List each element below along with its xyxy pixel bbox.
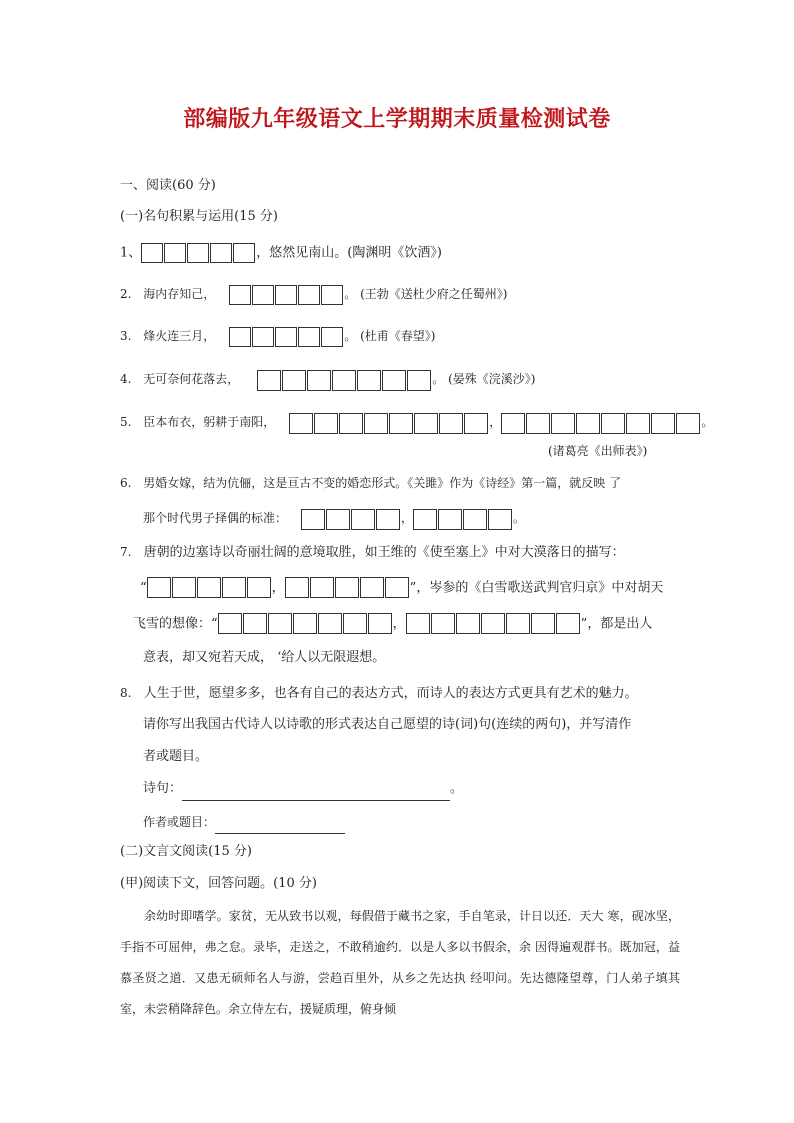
question-text: ，悠然见南山。(陶渊明《饮酒》) — [256, 245, 442, 261]
question-text: 海内存知己， — [143, 287, 216, 301]
question-8-line3: 者或题目。 — [143, 749, 209, 764]
question-text: 男婚女嫁，结为伉俪，这是亘古不变的婚恋形式。《关雎》作为《诗经》第一篇，就反映 了 — [143, 476, 622, 490]
answer-boxes[interactable] — [285, 576, 410, 600]
question-text: 臣本布衣，躬耕于南阳， — [143, 415, 276, 429]
question-number: 3. — [120, 329, 132, 343]
author-label: 作者或题目： — [143, 815, 216, 829]
question-6-line2: 那个时代男子择偶的标准： ， 。 — [143, 506, 525, 531]
poem-input-line[interactable] — [182, 782, 450, 801]
answer-boxes[interactable] — [218, 612, 393, 636]
question-7-line2: “ ， ”，岑参的《白雪歌送武判官归京》中对胡天 — [140, 576, 663, 601]
question-5-source: (诸葛亮《出师表》) — [548, 444, 648, 458]
question-number: 8. — [120, 686, 132, 700]
classical-passage: 余幼时即嗜学。家贫，无从致书以观，每假借于藏书之家，手自笔录，计日以还．天大 寒，砚冰坚，手指不可屈伸，弗之怠。录毕，走送之，不敢稍逾约．以是人多以书假余，余 因得遍观群书。既加冠，益慕圣贤之道．又患无硕师名人与游，尝趋百里外，从乡之先达执 经叩问。先达德隆望尊，门人弟子填其室，未尝稍降辞色。余立侍左右，援疑质理，俯身倾 — [120, 909, 680, 1016]
question-text: 无可奈何花落去， — [143, 372, 240, 386]
answer-boxes[interactable] — [229, 325, 344, 349]
author-answer-row — [143, 810, 345, 834]
question-text: 人生于世，愿望多多，也各有自己的表达方式，而诗人的表达方式更具有艺术的魅力。 — [143, 686, 638, 701]
question-number: 5. — [120, 415, 132, 429]
answer-boxes[interactable] — [147, 576, 272, 600]
answer-boxes[interactable] — [501, 411, 701, 435]
question-2 — [120, 282, 507, 307]
question-number: 1、 — [120, 245, 142, 261]
subsection-heading-quotes: (一)名句积累与运用(15 分) — [120, 209, 278, 224]
answer-boxes[interactable] — [406, 612, 581, 636]
question-4 — [120, 367, 535, 392]
section-heading-classical: (二)文言文阅读(15 分) — [120, 844, 252, 859]
page-title: 部编版九年级语文上学期期末质量检测试卷 — [183, 106, 611, 132]
question-text: ”，岑参的《白雪歌送武判官归京》中对胡天 — [409, 580, 664, 596]
answer-boxes[interactable] — [301, 507, 401, 531]
question-number: 6. — [120, 476, 132, 490]
question-5: 5. 臣本布衣，躬耕于南阳， ， 。 — [120, 410, 713, 435]
question-text: 烽火连三月， — [143, 329, 216, 343]
question-source: 。 (杜甫《春望》) — [344, 329, 436, 343]
question-text: 飞雪的想像：“ — [133, 616, 218, 632]
question-text: 那个时代男子择偶的标准： — [143, 511, 288, 525]
question-6 — [120, 471, 621, 495]
question-text: 唐朝的边塞诗以奇丽壮阔的意境取胜，如王维的《使至塞上》中对大漠落日的描写： — [143, 545, 625, 560]
poem-answer-row: 诗句： 。 — [143, 777, 463, 801]
answer-boxes[interactable] — [413, 507, 513, 531]
question-7-line4: 意表，却又宛若天成， ‘给人以无限遐想。 — [143, 650, 386, 665]
question-source: 。 (晏殊《浣溪沙》) — [432, 372, 536, 386]
question-1 — [120, 241, 442, 266]
question-text: ”，都是出人 — [580, 616, 653, 632]
question-source: 。 (王勃《送杜少府之任蜀州》) — [344, 287, 508, 301]
question-8 — [120, 681, 638, 706]
answer-boxes[interactable] — [257, 368, 432, 392]
answer-boxes[interactable] — [289, 411, 489, 435]
author-input-line[interactable] — [215, 817, 345, 834]
question-3 — [120, 324, 435, 349]
question-7 — [120, 540, 625, 565]
section-heading-reading: 一、阅读(60 分) — [120, 178, 216, 193]
question-number: 7. — [120, 545, 132, 559]
question-number: 4. — [120, 372, 132, 386]
subsection-heading-passage: (甲)阅读下文，回答问题。(10 分) — [120, 876, 317, 891]
question-7-line3: 飞雪的想像：“ ， ”，都是出人 — [133, 612, 652, 637]
question-8-line2: 请你写出我国古代诗人以诗歌的形式表达自己愿望的诗(词)句(连续的两句)，并写清作 — [143, 717, 632, 732]
question-number: 2. — [120, 287, 132, 301]
answer-boxes[interactable] — [141, 241, 256, 265]
answer-boxes[interactable] — [229, 283, 344, 307]
poem-label: 诗句： — [143, 781, 183, 796]
